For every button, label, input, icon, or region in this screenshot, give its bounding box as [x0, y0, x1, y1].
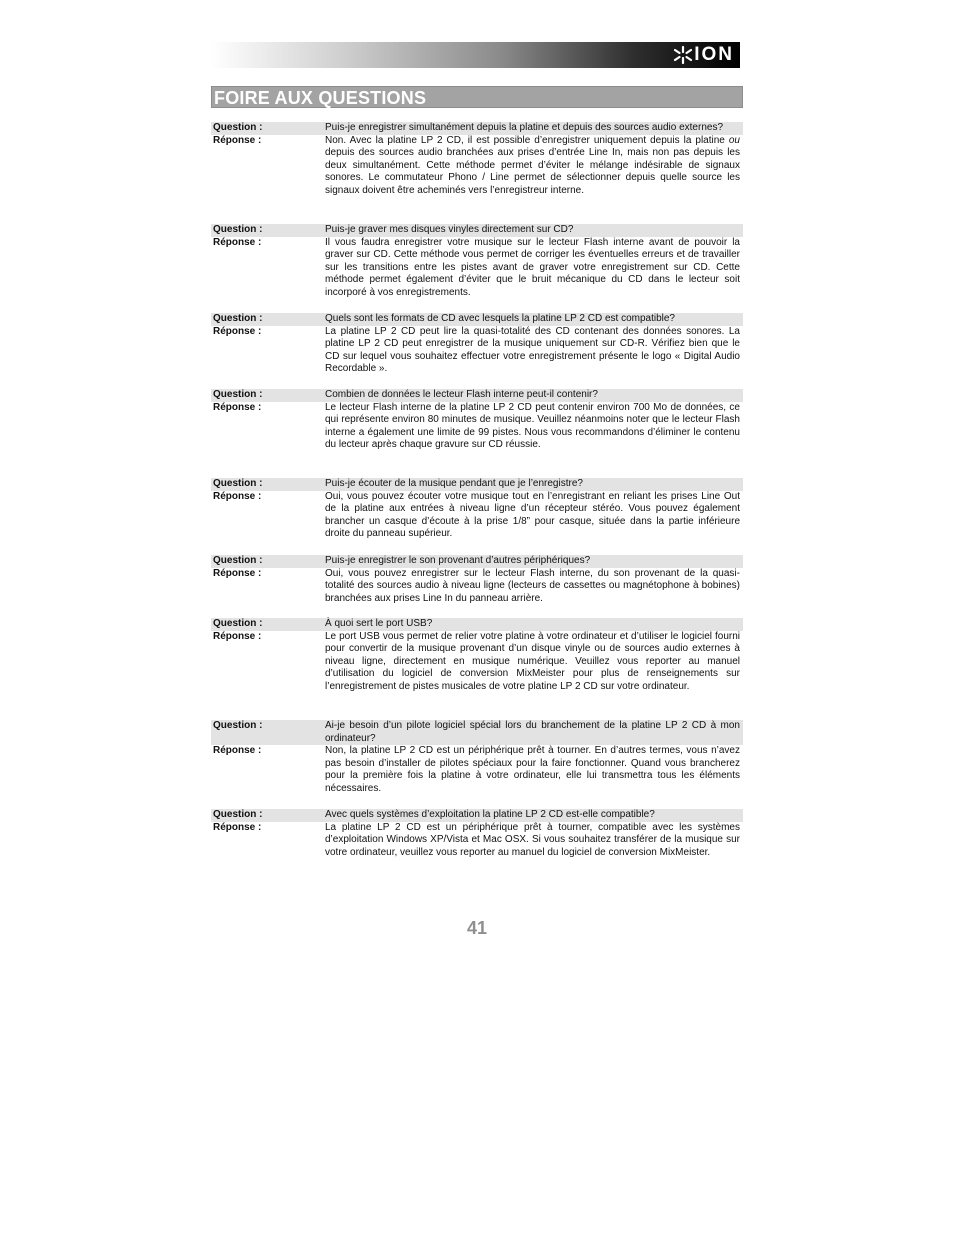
question-row: [211, 122, 743, 135]
question-row: [211, 618, 743, 631]
answer-row: [211, 326, 743, 376]
faq-item: [211, 122, 743, 198]
answer-label: Réponse :: [213, 821, 262, 833]
page-title: FOIRE AUX QUESTIONS: [214, 88, 427, 108]
answer-text: Il vous faudra enregistrer votre musique sur le lecteur Flash interne avant de pouvoir la graver sur CD. Cette méthode vous permet de corriger les éventuelles erreurs et de travailler sur les transitions entre les pistes avant de graver votre enregistrement sur CD. Cette méthode permet également d’éviter que le bruit mécanique du CD dans le lecteur soit incorporé à vos enregistrements.: [325, 236, 740, 298]
answer-row: [211, 491, 743, 541]
answer-label: Réponse :: [213, 325, 262, 337]
answer-text: La platine LP 2 CD est un périphérique prêt à tourner, compatible avec les systèmes d’exploitation Windows XP/Vista et Mac OSX. Si vous souhaitez transférer de la musique sur votre ordinateur, veuillez vous reporter au manuel du logiciel de conversion MixMeister.: [325, 821, 740, 858]
question-text: Puis-je graver mes disques vinyles directement sur CD?: [325, 224, 574, 235]
answer-text: Non, la platine LP 2 CD est un périphérique prêt à tourner. En d’autres termes, vous n’avez pas besoin d’installer de pilotes spéciaux pour la faire fonctionner. Quand vous brancherez pour la première fois la platine à votre ordinateur, elle lui transmettra tous les éléments nécessaires.: [325, 745, 740, 794]
question-text: Puis-je enregistrer le son provenant d’autres périphériques?: [325, 555, 591, 566]
faq-item: [211, 720, 743, 796]
faq-item: [211, 478, 743, 541]
answer-label: Réponse :: [213, 630, 262, 642]
question-row: [211, 224, 743, 237]
question-label: Question :: [213, 720, 263, 731]
question-label: Question :: [213, 224, 263, 235]
question-label: Question :: [213, 389, 263, 400]
answer-row: [211, 822, 743, 860]
question-label: Question :: [213, 555, 263, 566]
faq-item: [211, 809, 743, 859]
answer-row: [211, 631, 743, 694]
answer-label: Réponse :: [213, 134, 262, 146]
brand-text: ION: [694, 44, 734, 65]
answer-text: [325, 135, 740, 198]
question-row: [211, 313, 743, 326]
answer-row: [211, 402, 743, 452]
question-text: Ai-je besoin d’un pilote logiciel spécial lors du branchement de la platine LP 2 CD à mon ordinateur?: [325, 720, 740, 744]
faq-item: [211, 224, 743, 300]
question-label: Question :: [213, 313, 263, 324]
answer-text: Oui, vous pouvez écouter votre musique tout en l’enregistrant en reliant les prises Line Out de la platine aux entrées à niveau ligne d’un récepteur stéréo. Vous pouvez également brancher un casque d’écoute à la prise 1/8” pour casque, située dans la partie inférieure droite du panneau supérieur.: [325, 490, 740, 540]
answer-emphasis: ou: [728, 134, 740, 146]
question-text: Combien de données le lecteur Flash interne peut-il contenir?: [325, 389, 598, 400]
answer-label: Réponse :: [213, 401, 262, 413]
answer-text: Oui, vous pouvez enregistrer sur le lecteur Flash interne, du son provenant de la quasi-totalité des sources audio à niveau ligne (lecteurs de cassettes ou magnétophone à bobines) branchées aux prises Line In du panneau arrière.: [325, 567, 740, 604]
ion-logo: [672, 45, 734, 65]
faq-item: [211, 389, 743, 452]
answer-label: Réponse :: [213, 745, 262, 757]
question-row: [211, 389, 743, 402]
faq-item: [211, 555, 743, 605]
answer-row: [211, 237, 743, 300]
faq-item: [211, 313, 743, 376]
question-label: Question :: [213, 618, 263, 629]
answer-row: [211, 568, 743, 606]
question-label: Question :: [213, 122, 263, 133]
ion-star-icon: [672, 45, 694, 65]
answer-row: [211, 135, 743, 198]
answer-label: Réponse :: [213, 490, 262, 502]
answer-label: Réponse :: [213, 567, 262, 579]
question-row: [211, 555, 743, 568]
question-text: Avec quels systèmes d’exploitation la platine LP 2 CD est-elle compatible?: [325, 809, 655, 820]
question-text: Quels sont les formats de CD avec lesquels la platine LP 2 CD est compatible?: [325, 313, 675, 324]
answer-segment: Non. Avec la platine LP 2 CD, il est possible d’enregistrer uniquement depuis la platine: [325, 134, 729, 146]
answer-text: Le port USB vous permet de relier votre platine à votre ordinateur et d’utiliser le logiciel fourni pour convertir de la musique provenant d’un disque vinyle ou de sources audio externes à niveau ligne, directement en musique numérique. Veuillez vous reporter au manuel d’utilisation du logiciel de conversion MixMeister pour plus de renseignements sur l’enregistrement de pistes musicales de votre platine LP 2 CD sur votre ordinateur.: [325, 630, 740, 692]
question-row: [211, 720, 743, 745]
question-text: Puis-je enregistrer simultanément depuis la platine et depuis des sources audio externes?: [325, 122, 724, 133]
answer-row: [211, 745, 743, 795]
answer-text: La platine LP 2 CD peut lire la quasi-totalité des CD contenant des données sonores. La platine LP 2 CD peut enregistrer de la musique uniquement sur CD-R. Vérifiez bien que le CD sur lequel vous souhaitez effectuer votre enregistrement présente le logo « Digital Audio Recordable ».: [325, 325, 740, 375]
faq-item: [211, 618, 743, 694]
answer-text: Le lecteur Flash interne de la platine LP 2 CD peut contenir environ 700 Mo de données, ce qui représente environ 80 minutes de musique. Veuillez néanmoins noter que le lecteur Flash interne a également une limite de 99 pistes. Nous vous recommandons d’éliminer le contenu du lecteur après chaque gravure sur CD réussie.: [325, 401, 740, 451]
section-title-bar: [211, 86, 743, 108]
answer-segment: depuis des sources audio branchées aux prises d’entrée Line In, mais non pas depuis les deux simultanément. Cette méthode permet d’éviter le mélange indésirable de signaux sonores. Le commutateur Phono / Line permet de sélectionner depuis quelle source les signaux doivent être acheminés vers l’enregistreur interne.: [325, 147, 740, 196]
page-number: 41: [466, 918, 488, 938]
question-row: [211, 809, 743, 822]
answer-label: Réponse :: [213, 236, 262, 248]
question-row: [211, 478, 743, 491]
question-text: Puis-je écouter de la musique pendant que je l’enregistre?: [325, 478, 583, 489]
question-label: Question :: [213, 809, 263, 820]
question-label: Question :: [213, 478, 263, 489]
question-text: À quoi sert le port USB?: [325, 618, 433, 629]
header-bar: [211, 42, 740, 68]
